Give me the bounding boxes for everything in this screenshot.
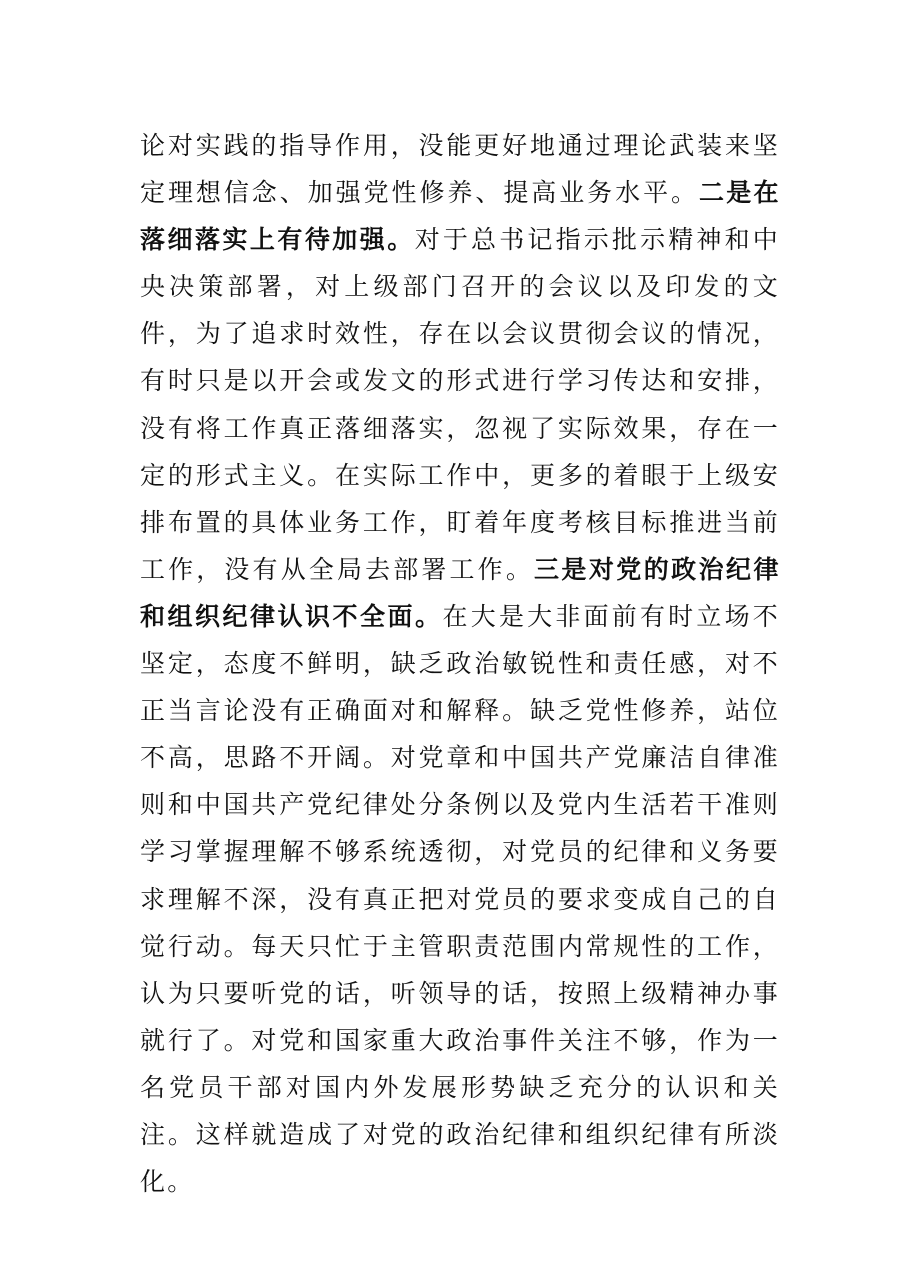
bold-heading-segment: 三是对党的政治纪律和组织纪律认识不全面。	[140, 554, 780, 631]
bold-heading-segment: 二是在落细落实上有待加强。	[140, 178, 780, 255]
text-segment: 在大是大非面前有时立场不坚定，态度不鲜明，缺乏政治敏锐性和责任感，对不正当言论没有正确面对和解释。缺乏党性修养，站位不高，思路不开阔。对党章和中国共产党廉洁自律准则和中国共产党纪律处分条例以及党内生活若干准则学习掌握理解不够系统透彻，对党员的纪律和义务要求理解不深，没有真正把对党员的要求变成自己的自觉行动。每天只忙于主管职责范围内常规性的工作，认为只要听党的话，听领导的话，按照上级精神办事就行了。对党和国家重大政治事件关注不够，作为一名党员干部对国内外发展形势缺乏充分的认识和关注。这样就造成了对党的政治纪律和组织纪律有所淡化。	[140, 601, 780, 1197]
text-segment: 对于总书记指示批示精神和中央决策部署，对上级部门召开的会议以及印发的文件，为了追求时效性，存在以会议贯彻会议的情况，有时只是以开会或发文的形式进行学习传达和安排，没有将工作真正落细落实，忽视了实际效果，存在一定的形式主义。在实际工作中，更多的着眼于上级安排布置的具体业务工作，盯着年度考核目标推进当前工作，没有从全局去部署工作。	[140, 225, 780, 584]
body-paragraph	[140, 122, 780, 1205]
text-segment: 论对实践的指导作用，没能更好地通过理论武装来坚定理想信念、加强党性修养、提高业务水平。	[140, 131, 780, 208]
